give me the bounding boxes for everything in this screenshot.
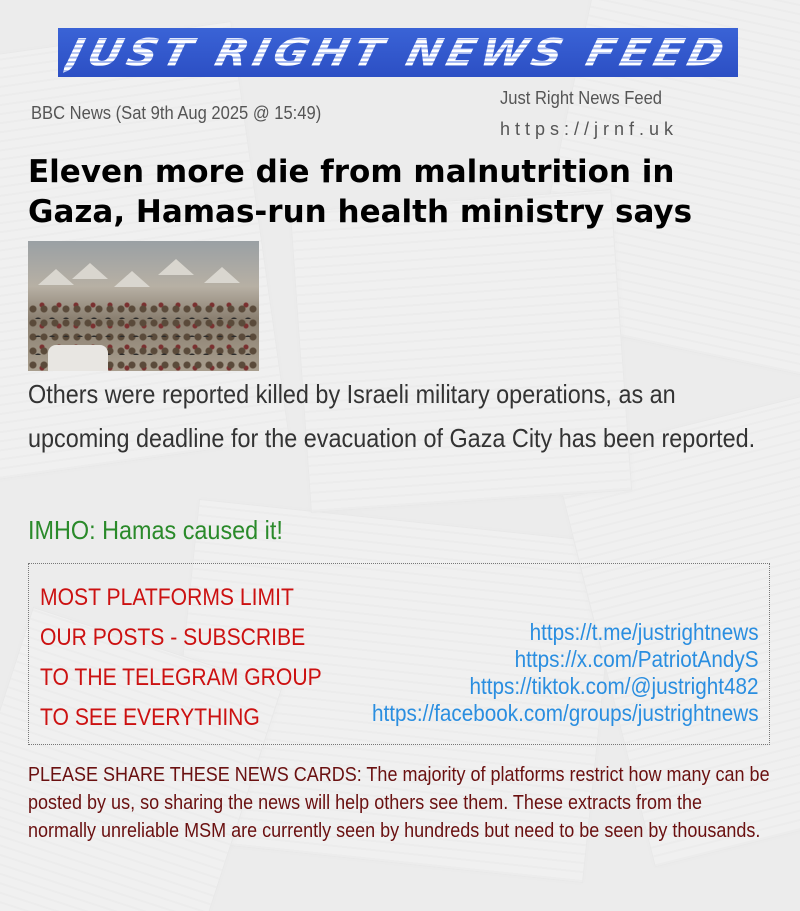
site-banner bbox=[58, 28, 738, 77]
social-links bbox=[329, 619, 759, 727]
promo-line: TO THE TELEGRAM GROUP bbox=[40, 664, 322, 691]
promo-line: TO SEE EVERYTHING bbox=[40, 704, 260, 731]
tiktok-link[interactable]: https://tiktok.com/@justright482 bbox=[469, 673, 759, 699]
banner-title: JUST RIGHT NEWS FEED bbox=[62, 30, 734, 75]
telegram-link[interactable]: https://t.me/justrightnews bbox=[530, 619, 759, 645]
facebook-link[interactable]: https://facebook.com/groups/justrightnews bbox=[372, 700, 759, 726]
promo-line: MOST PLATFORMS LIMIT bbox=[40, 584, 294, 611]
feed-name: Just Right News Feed bbox=[500, 88, 662, 108]
x-link[interactable]: https://x.com/PatriotAndyS bbox=[515, 646, 759, 672]
promo-line: OUR POSTS - SUBSCRIBE bbox=[40, 624, 306, 651]
source-line: BBC News (Sat 9th Aug 2025 @ 15:49) bbox=[31, 103, 322, 123]
article-summary: Others were reported killed by Israeli military operations, as an upcoming deadline for the evacuation of Gaza City has been reported. bbox=[28, 379, 756, 453]
article-photo bbox=[28, 241, 259, 371]
feed-url: https://jrnf.uk bbox=[500, 119, 679, 139]
article-headline: Eleven more die from malnutrition in Gaza, Hamas-run health ministry says bbox=[28, 154, 693, 230]
opinion-text: IMHO: Hamas caused it! bbox=[28, 515, 283, 545]
subscribe-promo-box bbox=[28, 563, 770, 745]
share-appeal: PLEASE SHARE THESE NEWS CARDS: The majority of platforms restrict how many can be posted by us, so sharing the news will help others see them. These extracts from the normally unreliable MSM are currently seen by hundreds but need to be seen by thousands. bbox=[28, 764, 770, 842]
promo-message bbox=[40, 578, 360, 738]
